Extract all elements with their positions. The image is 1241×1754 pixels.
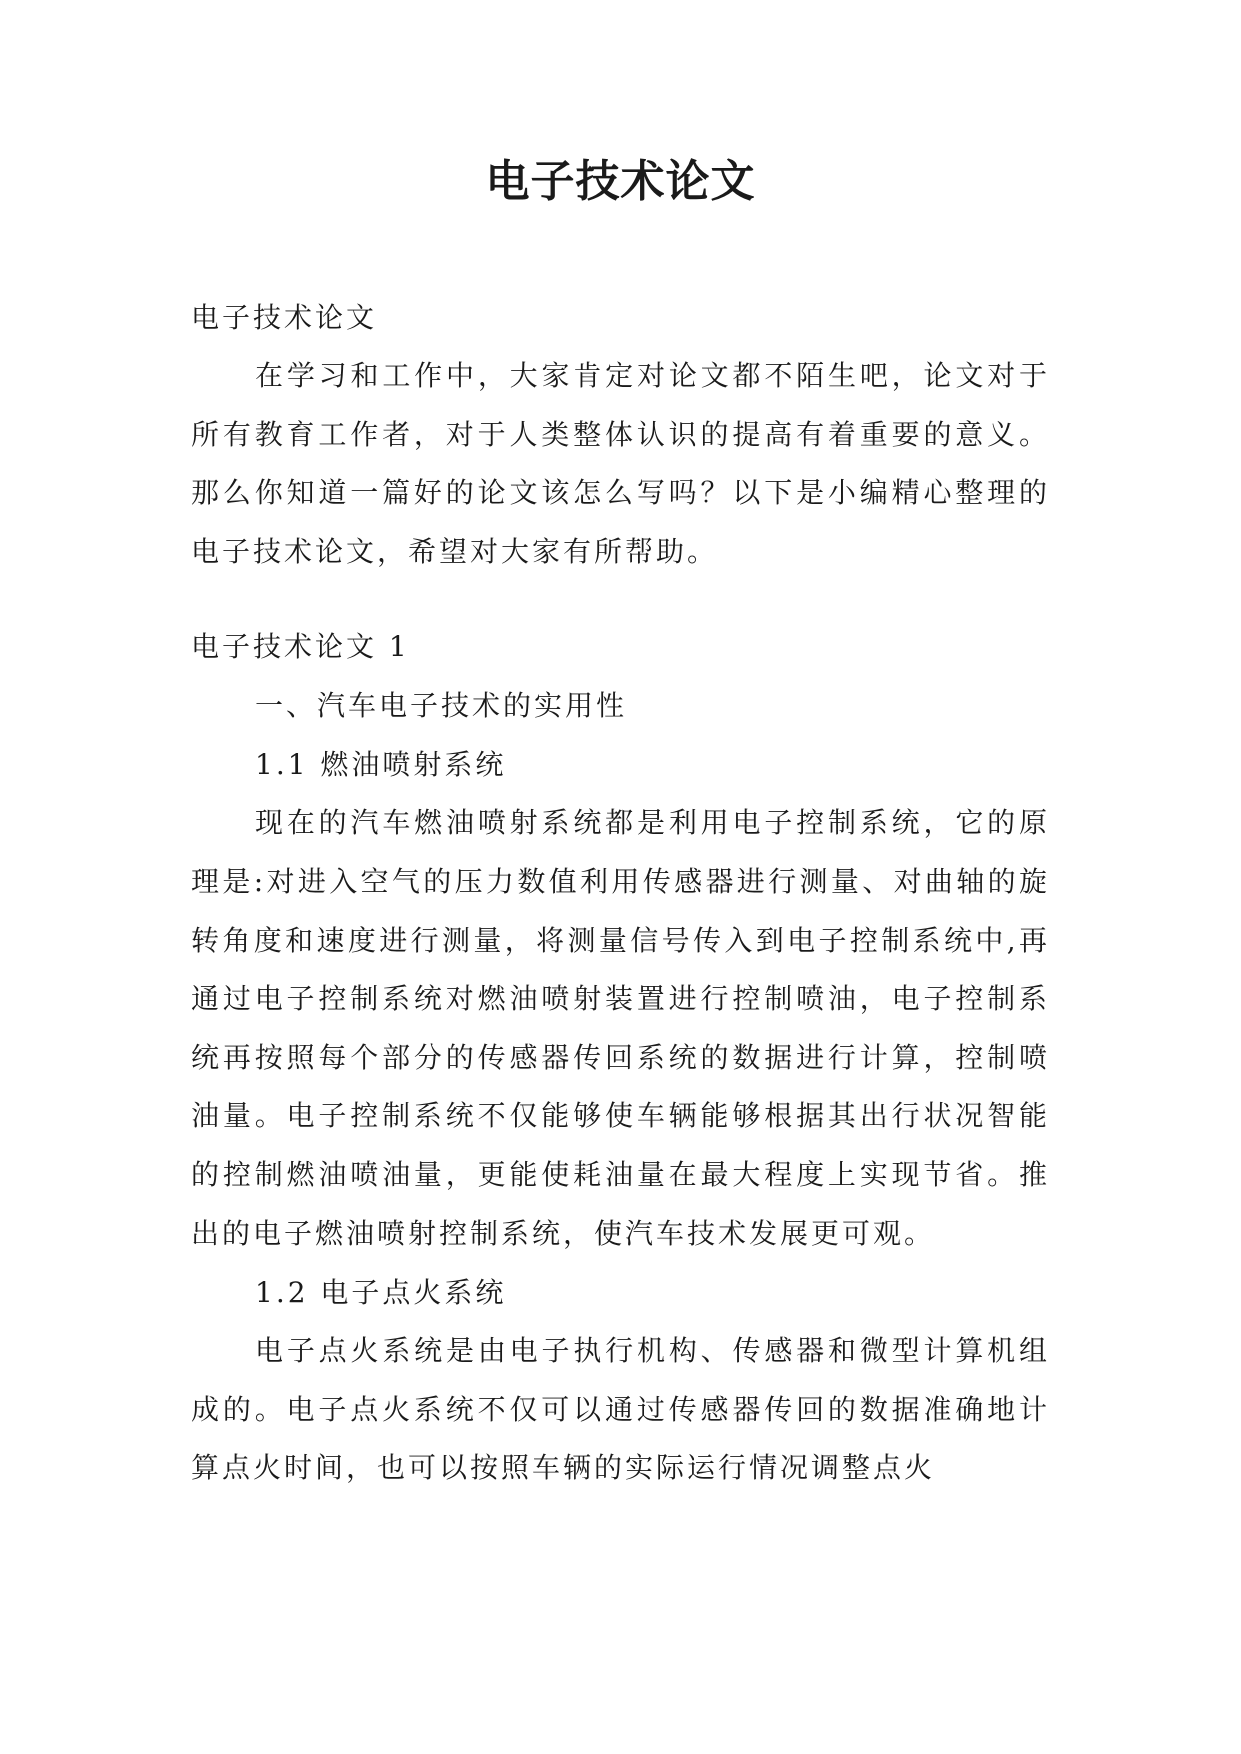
heading-1-2: 1.2 电子点火系统	[255, 1276, 507, 1310]
document-body	[191, 288, 1050, 1498]
paragraph-1-2: 电子点火系统是由电子执行机构、传感器和微型计算机组成的。电子点火系统不仅可以通过传感器传回的数据准确地计算点火时间，也可以按照车辆的实际运行情况调整点火	[191, 1334, 1050, 1485]
document-subtitle: 电子技术论文	[191, 301, 378, 334]
document-title: 电子技术论文	[485, 156, 756, 207]
paragraph-1-1: 现在的汽车燃油喷射系统都是利用电子控制系统，它的原理是:对进入空气的压力数值利用传感器进行测量、对曲轴的旋转角度和速度进行测量，将测量信号传入到电子控制系统中,再通过电子控制系统对燃油喷射装置进行控制喷油，电子控制系统再按照每个部分的传感器传回系统的数据进行计算，控制喷油量。电子控制系统不仅能够使车辆能够根据其出行状况智能的控制燃油喷油量，更能使耗油量在最大程度上实现节省。推出的电子燃油喷射控制系统，使汽车技术发展更可观。	[191, 806, 1050, 1250]
heading-1-1: 1.1 燃油喷射系统	[255, 748, 507, 782]
intro-paragraph: 在学习和工作中，大家肯定对论文都不陌生吧，论文对于所有教育工作者，对于人类整体认识的提高有着重要的意义。那么你知道一篇好的论文该怎么写吗？以下是小编精心整理的电子技术论文，希望对大家有所帮助。	[191, 359, 1050, 568]
heading-1: 一、汽车电子技术的实用性	[255, 689, 628, 723]
section-heading: 电子技术论文 1	[191, 630, 410, 664]
section-spacer	[191, 581, 1050, 617]
